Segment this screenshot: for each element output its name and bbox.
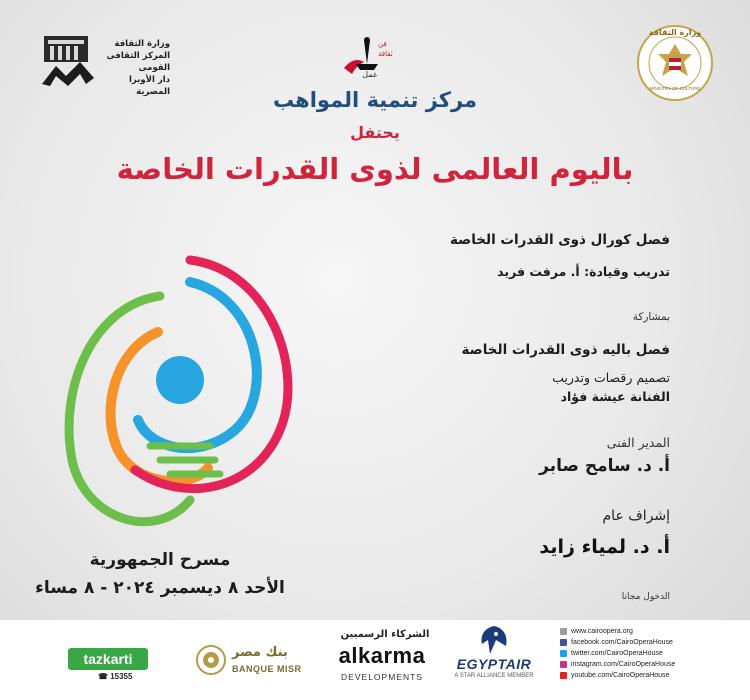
choir-leader-text: تدريب وقيادة: أ. مرفت فريد (497, 264, 670, 279)
choir-leader (420, 264, 670, 279)
tazkarti-number (98, 672, 132, 681)
ballet-line-2: الفنانة عيشة فؤاد (560, 389, 670, 404)
art-director-name: أ. د. سامح صابر (539, 456, 670, 476)
banque-misr-english: BANQUE MISR (232, 664, 302, 674)
mid-mark-text: عمل (362, 70, 378, 79)
venue-name: مسرح الجمهورية (89, 550, 231, 570)
emblem-english: MINISTRY OF CULTURE (649, 86, 701, 91)
supervision-name: أ. د. لمياء زايد (539, 536, 670, 558)
ministry-line-1: وزارة الثقافة (114, 39, 170, 49)
social-link-text: twitter.com/CairoOperaHouse (571, 650, 663, 657)
emblem-arabic: وزارة الثقافة (648, 28, 702, 37)
event-headline: باليوم العالمى لذوى القدرات الخاصة (116, 152, 634, 186)
ministry-line-3: دار الأوبرا المصرية (128, 75, 170, 97)
entry-note: الدخول مجانا (621, 592, 670, 602)
twitter-icon (560, 650, 567, 657)
globe-icon (560, 628, 567, 635)
alkarma-sub: DEVELOPMENTS (341, 672, 423, 682)
special-abilities-ring-logo-icon (40, 250, 310, 550)
choir-title: فصل كورال ذوى القدرات الخاصة (449, 232, 670, 248)
instagram-icon (560, 661, 567, 668)
supervision-label: إشراف عام (602, 508, 670, 524)
social-link-row[interactable] (560, 648, 740, 659)
opera-house-logo-icon (40, 32, 98, 88)
ministry-line-2: المركز الثقافى القومى (106, 51, 170, 73)
banque-misr-emblem-icon (196, 643, 226, 677)
organizer-title: مركز تنمية المواهب (272, 88, 478, 112)
banque-misr-arabic: بنك مصر (232, 645, 288, 660)
phone-icon: ☎ (98, 672, 108, 681)
ballet-title: فصل باليه ذوى القدرات الخاصة (461, 342, 670, 358)
egyptair-horus-icon (474, 624, 514, 658)
celebrates-text: يحتفل (350, 123, 400, 142)
svg-text:ثقافة: ثقافة (378, 50, 393, 58)
event-date: الأحد ٨ ديسمبر ٢٠٢٤ - ٨ مساء (35, 578, 285, 598)
social-link-row[interactable] (560, 670, 740, 681)
participation-label: بمشاركة (632, 311, 670, 323)
ballet-line-1: تصميم رقصات وتدريب (552, 370, 670, 385)
egyptair-logo: EGYPTAIR (456, 656, 532, 672)
youtube-icon (560, 672, 567, 679)
social-link-text: youtube.com/CairoOperaHouse (571, 672, 670, 679)
alkarma-logo: alkarma (338, 643, 426, 668)
social-link-row[interactable] (560, 637, 740, 648)
partners-label: الشركاء الرسميين (340, 629, 430, 640)
tazkarti-number-text: 15355 (110, 672, 133, 681)
social-links (560, 626, 740, 681)
facebook-icon (560, 639, 567, 646)
art-director-label: المدير الفنى (606, 435, 670, 450)
tazkarti-logo: tazkarti (68, 648, 148, 670)
social-link-text: www.cairoopera.org (571, 628, 633, 635)
social-link-row[interactable] (560, 659, 740, 670)
social-link-row[interactable] (560, 626, 740, 637)
svg-text:فن: فن (378, 40, 387, 48)
social-link-text: instagram.com/CairoOperaHouse (571, 661, 676, 668)
social-link-text: facebook.com/CairoOperaHouse (571, 639, 673, 646)
egyptair-sub: A STAR ALLIANCE MEMBER (454, 673, 534, 679)
